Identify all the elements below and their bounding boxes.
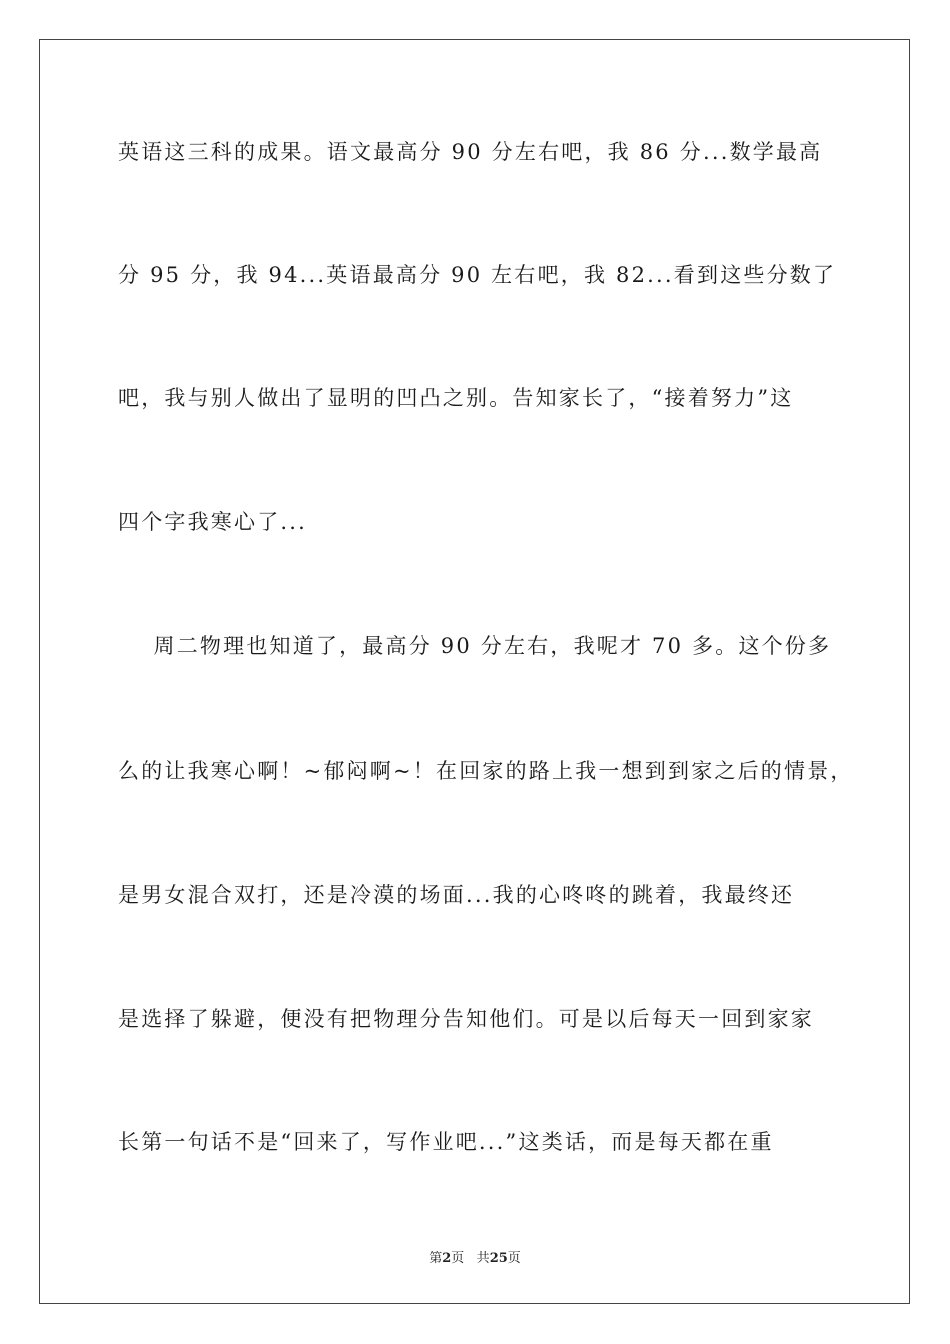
page-number: 2 (442, 1251, 452, 1266)
body-text-line: 四个字我寒心了... (118, 510, 308, 534)
body-text-line: 是男女混合双打，还是冷漠的场面...我的心咚咚的跳着，我最终还 (118, 883, 795, 907)
total-suffix: 页 (507, 1251, 521, 1266)
total-prefix: 共 (476, 1251, 490, 1266)
total-pages: 25 (489, 1251, 508, 1266)
body-text-line: 周二物理也知道了，最高分 90 分左右，我呢才 70 多。这个份多 (118, 634, 832, 658)
body-text-line: 英语这三科的成果。语文最高分 90 分左右吧，我 86 分...数学最高 (118, 140, 823, 164)
page-suffix: 页 (451, 1251, 465, 1266)
body-text-line: 么的让我寒心啊！~郁闷啊~！在回家的路上我一想到到家之后的情景， (118, 759, 854, 783)
body-text-line: 长第一句话不是“回来了，写作业吧...”这类话，而是每天都在重 (118, 1130, 774, 1154)
page-footer (0, 1247, 950, 1266)
body-text-line: 是选择了躲避，便没有把物理分告知他们。可是以后每天一回到家家 (118, 1007, 814, 1031)
body-text-line: 分 95 分，我 94...英语最高分 90 左右吧，我 82...看到这些分数了 (118, 263, 837, 287)
page-prefix: 第 (429, 1251, 443, 1266)
page-border (39, 39, 910, 1304)
body-text-line: 吧，我与别人做出了显明的凹凸之别。告知家长了，“接着努力”这 (118, 386, 794, 410)
